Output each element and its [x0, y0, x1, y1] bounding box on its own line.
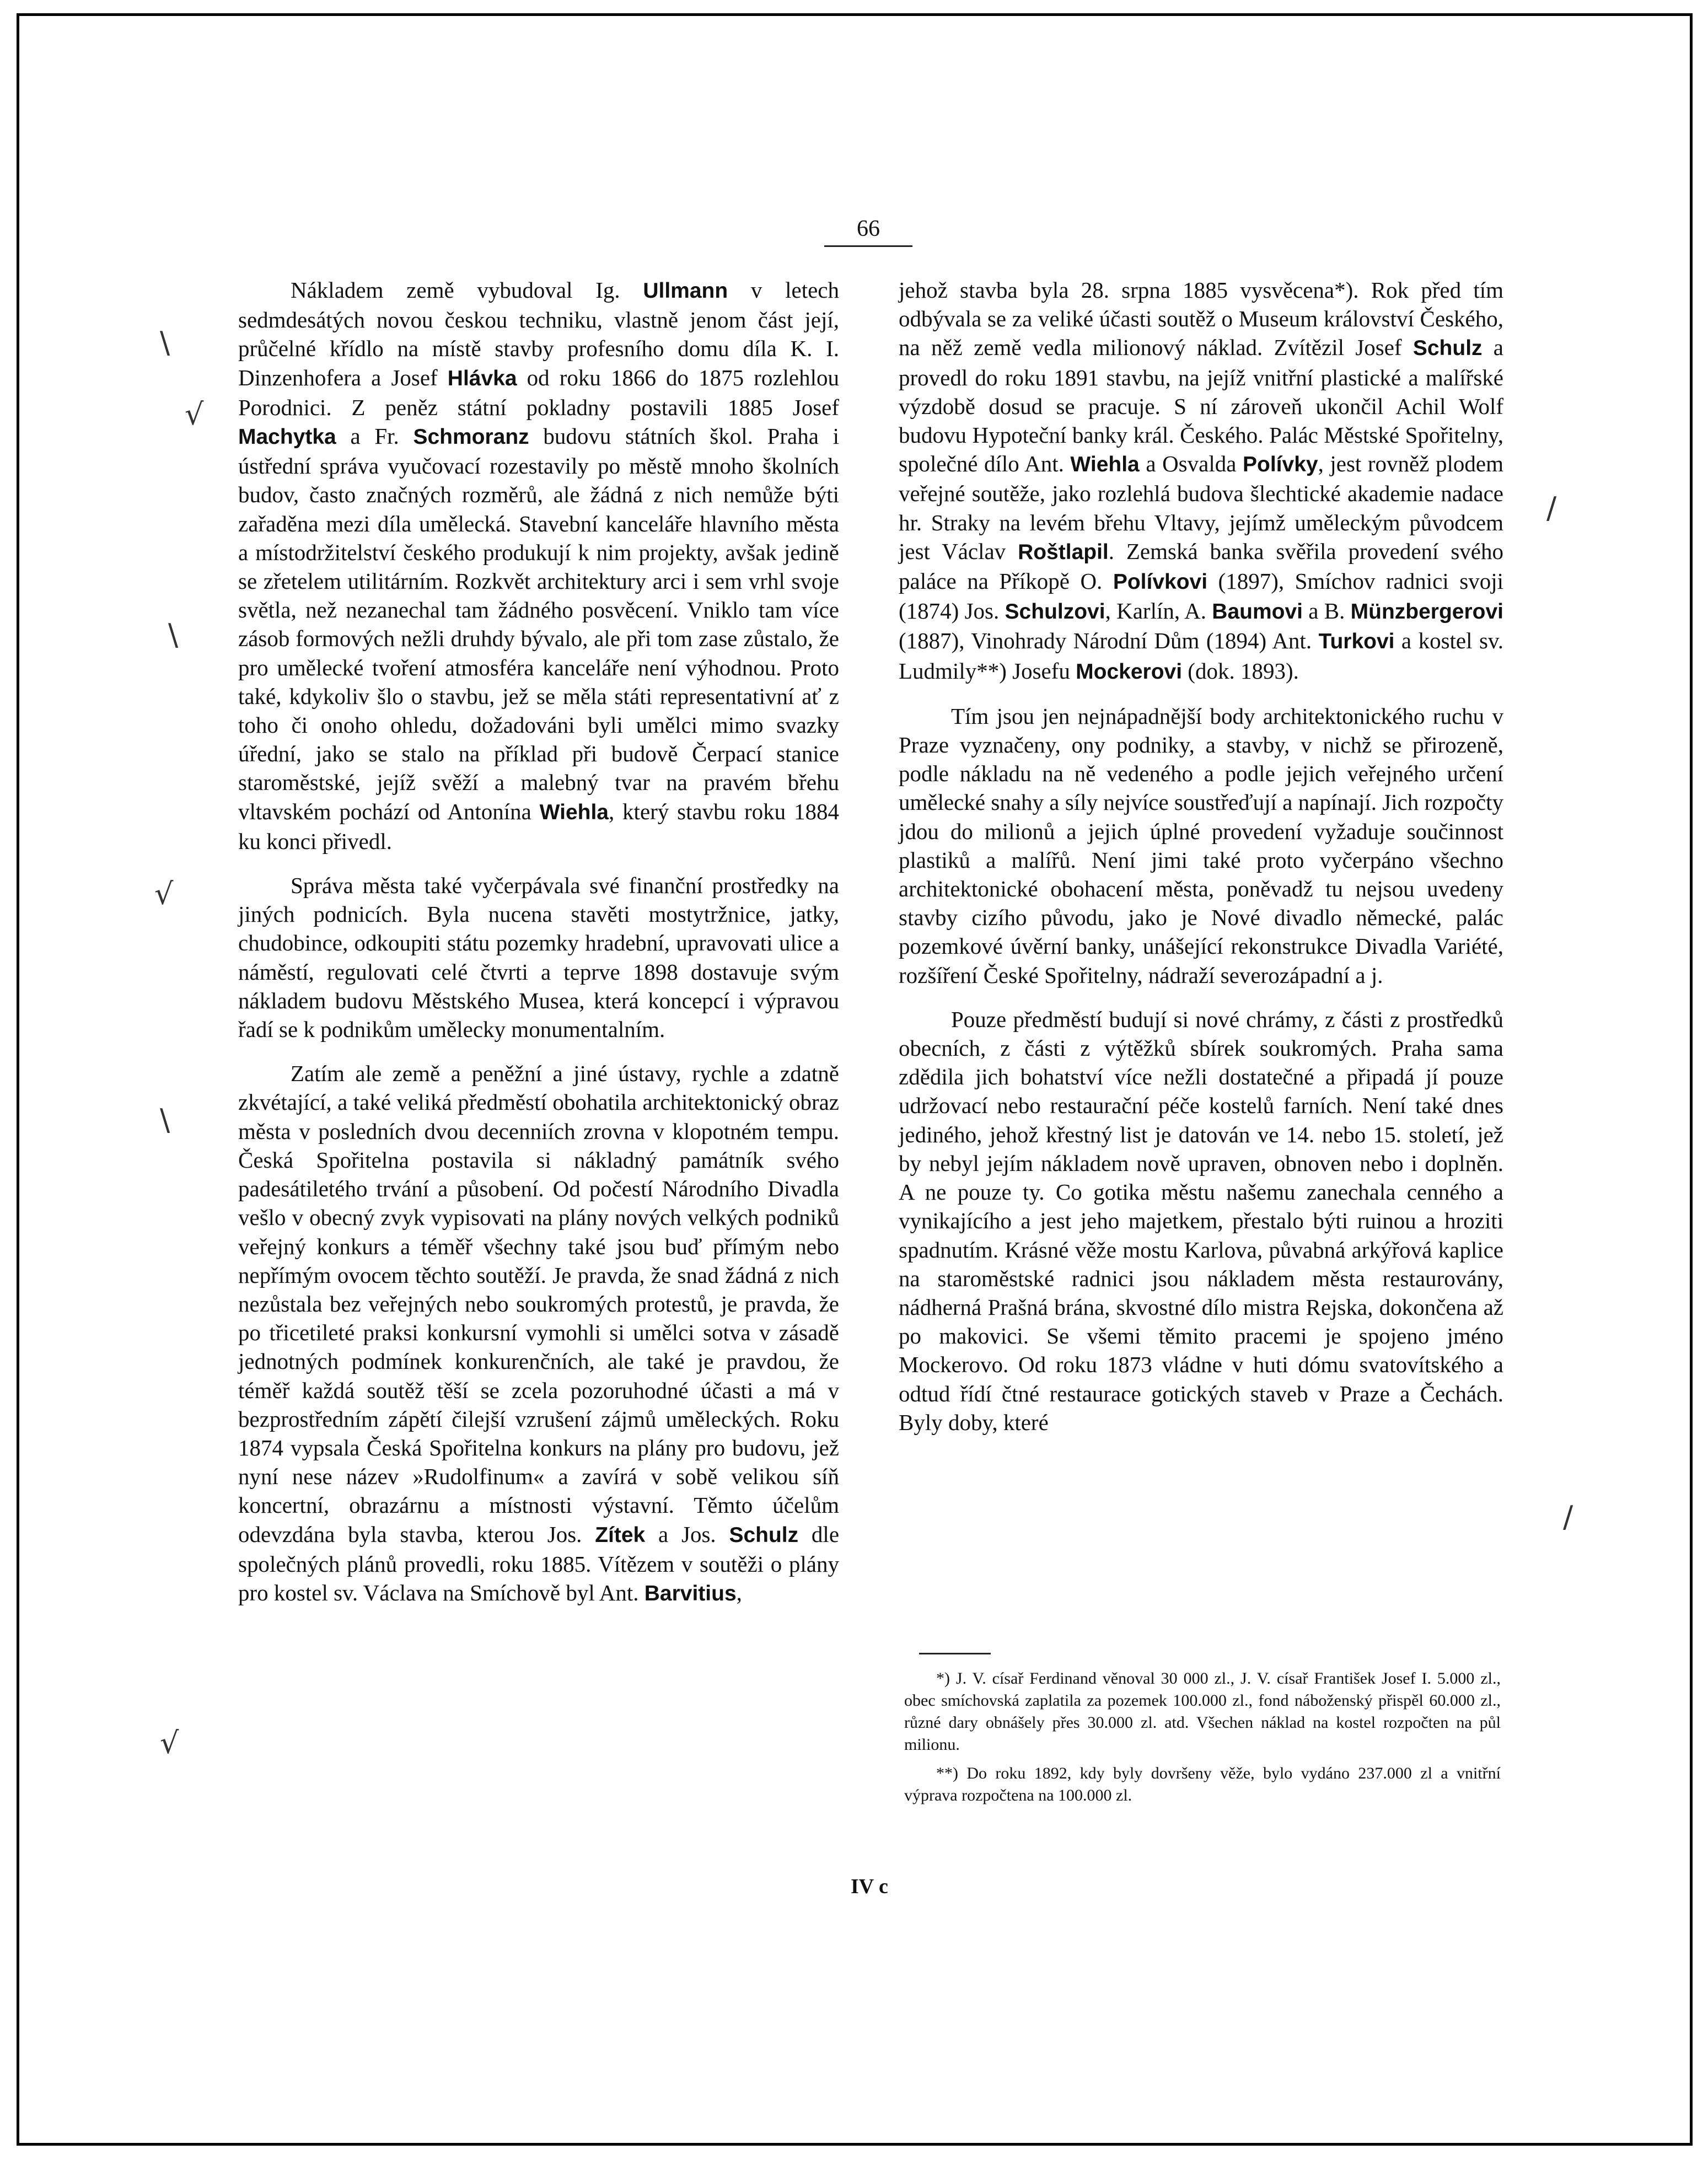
text-run: (1887), Vinohrady Národní Dům (1894) Ant. — [899, 628, 1319, 654]
paragraph — [238, 871, 839, 1044]
right-column — [899, 276, 1503, 1452]
margin-mark: \ — [160, 1103, 170, 1137]
person-name: Turkovi — [1318, 630, 1395, 654]
text-run: od roku 1866 do 1875 rozlehlou Porodnici. Z peněz státní pokladny postavili 1885 Josef — [238, 364, 840, 420]
margin-mark: \ — [168, 617, 179, 652]
person-name: Mockerovi — [1076, 659, 1183, 684]
person-name: Baumovi — [1212, 600, 1303, 624]
text-run: a Fr. — [336, 423, 413, 449]
margin-mark: / — [1563, 1500, 1573, 1534]
text-run: a Osvalda — [1139, 451, 1243, 477]
text-run: (1897), Smíchov radnici svoji (1874) Jos. — [899, 568, 1503, 624]
paragraph — [899, 276, 1503, 686]
footnotes — [904, 1668, 1501, 1813]
text-run: Zatím ale země a peněžní a jiné ústavy, rychle a zdatně zkvétající, a také veliká předměstí obohatila architektonický obraz města v posledních dvou decenniích zrovna v klopotném tempu. Česká Spořitelna postavila si nákladný památník svého padesátiletého trvání a působení. Od počestí Národního Divadla vešlo v obecný zvyk vypisovati na plány nových velkých podniků veřejný konkurs a téměř všechny také jsou buď přímým nebo nepřímým ovocem těchto soutěží. Je pravda, že snad žádná z nich nezůstala bez veřejných nebo soukromých protestů, je pravda, že po třicetileté praksi konkursní vymohli si umělci sotva v zásadě jednotných podmínek konkurenčních, ale také je pravdou, že téměř každá soutěž těší se zcela pozoruhodné účasti a má v bezprostředním zápětí čilejší vzrušení zájmů uměleckých. Roku 1874 vypsala Česká Spořitelna konkurs na plány pro budovu, jež nyní nese název »Rudolfinum« a zavírá v sobě velikou síň koncertní, obrazárnu a místnosti výstavní. Těmto účelům odevzdána byla stavba, kterou Jos. — [238, 1061, 839, 1547]
person-name: Schmoranz — [413, 425, 529, 449]
text-run: . Zemská banka svěřila provedení svého paláce na Příkopě O. — [899, 538, 1503, 594]
text-run: , který stavbu roku 1884 ku konci přivedl. — [238, 798, 839, 854]
person-name: Ullmann — [643, 279, 728, 303]
person-name: Polívkovi — [1113, 570, 1208, 594]
left-column — [238, 276, 839, 1624]
person-name: Wiehla — [539, 800, 609, 824]
text-run: , — [736, 1579, 742, 1605]
text-run: jehož stavba byla 28. srpna 1885 vysvěcena*). Rok před tím odbývala se za veliké účasti soutěž o Museum království Českého, na něž země vedla milionový náklad. Zvítězil Josef — [899, 277, 1503, 361]
person-name: Schulz — [729, 1523, 799, 1547]
text-run: Správa města také vyčerpávala své finanční prostředky na jiných podnicích. Byla nucena stavěti mostytržnice, jatky, chudobince, odkoupiti státu pozemky hradební, upravovati ulice a náměstí, regulovati celé čtvrti a teprve 1898 dostavuje svým nákladem budovu Městského Musea, která koncepcí i výpravou řadí se k podnikům umělecky monumentalním. — [238, 873, 839, 1043]
paragraph — [238, 1059, 839, 1608]
margin-mark: \ — [160, 325, 170, 360]
footnote: *) J. V. císař Ferdinand věnoval 30 000 zl., J. V. císař František Josef I. 5.000 zl., obec smíchovská zaplatila za pozemek 100.000 zl., fond náboženský přispěl 60.000 zl., různé dary obnášely přes 30.000 zl. atd. Všechen náklad na kostel rozpočten na půl milionu. — [904, 1669, 1501, 1754]
text-run: a B. — [1303, 598, 1351, 624]
margin-mark: / — [1546, 491, 1557, 525]
text-run: v letech sedmdesátých novou českou techniku, vlastně jenom část její, průčelné křídlo na místě stavby profesního domu díla K. I. Dinzenhofera a Josef — [238, 277, 839, 390]
person-name: Schulzovi — [1005, 600, 1105, 624]
paragraph — [899, 1005, 1503, 1437]
text-run: , jest rovněž plodem veřejné soutěže, jako rozlehlá budova šlechtické akademie nadace hr. Straky na levém břehu Vltavy, jejímž uměleckým původcem jest Václav — [899, 451, 1503, 564]
paragraph — [238, 276, 839, 856]
margin-mark: √ — [154, 877, 174, 911]
person-name: Zítek — [595, 1523, 646, 1547]
margin-mark: √ — [160, 1726, 179, 1760]
signature-mark: IV c — [851, 1875, 888, 1898]
page-number: 66 — [824, 212, 912, 247]
text-run: a Jos. — [645, 1521, 729, 1547]
footnote-rule — [919, 1653, 991, 1654]
text-run: Tím jsou jen nejnápadnější body architektonického ruchu v Praze vyznačeny, ony podniky, a stavby, v nichž se přirozeně, podle nákladu na ně vedeného a podle jejich veřejného určení umělecké snahy a síly nejvíce soustřeďují a napínají. Jich rozpočty jdou do milionů a jejich úplné provedení vyžaduje součinnost plastiků a malířů. Není jimi také proto vyčerpáno všechno architektonické obohacení města, poněvadž tu nejsou uvedeny stavby cizího původu, jako je Nové divadlo německé, palác pozemkové úvěrní banky, unášející rekonstrukce Divadla Variété, rozšíření České Spořitelny, nádraží severozápadní a j. — [899, 703, 1503, 988]
text-run: dle společných plánů provedli, roku 1885. Vítězem v soutěži o plány pro kostel sv. Václava na Smíchově byl Ant. — [238, 1521, 840, 1605]
margin-mark: √ — [185, 397, 204, 432]
person-name: Hlávka — [447, 366, 517, 390]
person-name: Machytka — [238, 425, 336, 449]
person-name: Wiehla — [1070, 453, 1140, 477]
person-name: Roštlapil — [1018, 540, 1109, 564]
text-run: a provedl do roku 1891 stavbu, na jejíž vnitřní plastické a malířské výzdobě dosud se pracuje. S ní zároveň ukončil Achil Wolf budovu Hypoteční banky král. Českého. Palác Městské Spořitelny, společné dílo Ant. — [899, 335, 1503, 477]
text-run: a kostel sv. Ludmily**) Josefu — [899, 628, 1503, 684]
text-run: Pouze předměstí budují si nové chrámy, z části z prostředků obecních, z části z výtěžků sbírek soukromých. Praha sama zdědila jich bohatství více nežli dostatečné a připadá jí pouze udržovací nebo restaurační péče kostelů farních. Není také dnes jediného, jehož křestný list je datován ve 14. nebo 15. století, jež by nebyl jejím nákladem nově upraven, obnoven nebo i doplněn. A ne pouze ty. Co gotika městu našemu zanechala cenného a vynikajícího a jest jeho majetkem, přestalo býti ruinou a hroziti spadnutím. Krásné věže mostu Karlova, půvabná arkýřová kaplice na staroměstské radnici jsou nákladem města restaurovány, nádherná Prašná brána, skvostné dílo mistra Rejska, dokončena až po makovici. Se všemi těmito pracemi je spojeno jméno Mockerovo. Od roku 1873 vládne v huti dómu svatovítského a odtud řídí čtné restaurace gotických staveb v Praze a Čechách. Byly doby, které — [899, 1006, 1503, 1435]
footnote: **) Do roku 1892, kdy byly dovršeny věže, bylo vydáno 237.000 zl a vnitřní výprava rozpočtena na 100.000 zl. — [904, 1764, 1501, 1804]
person-name: Münzbergerovi — [1350, 600, 1504, 624]
person-name: Polívky — [1243, 453, 1318, 477]
paragraph — [899, 702, 1503, 990]
person-name: Barvitius — [644, 1581, 737, 1605]
text-run: Nákladem země vybudoval Ig. — [291, 277, 643, 303]
text-run: , Karlín, A. — [1105, 598, 1212, 624]
text-run: budovu státních škol. Praha i ústřední správa vyučovací rozestavily po městě mnoho školních budov, často značných rozměrů, ale žádná z nich nemůže býti zařaděna mezi díla umělecká. Stavební kanceláře hlavního města a místodržitelství českého produkují k nim projekty, avšak jedině se zřetelem utilitárním. Rozkvět architektury arci i sem vrhl svoje světla, než nezanechal tam žádného posvěcení. Vniklo tam více zásob formových nežli druhdy bývalo, ale při tom zase zůstalo, že pro umělecké tvoření atmosféra kanceláře není výhodnou. Proto také, kdykoliv šlo o stavbu, jež se měla státi representativní ať z toho či onoho ohledu, dožadováni byli umělci mimo svazky úřední, jako se stalo na příklad při budově Čerpací stanice staroměstské, jejíž svěží a malebný tvar na pravém břehu vltavském pochází od Antonína — [238, 423, 839, 824]
person-name: Schulz — [1412, 336, 1483, 361]
text-run: (dok. 1893). — [1182, 658, 1299, 684]
